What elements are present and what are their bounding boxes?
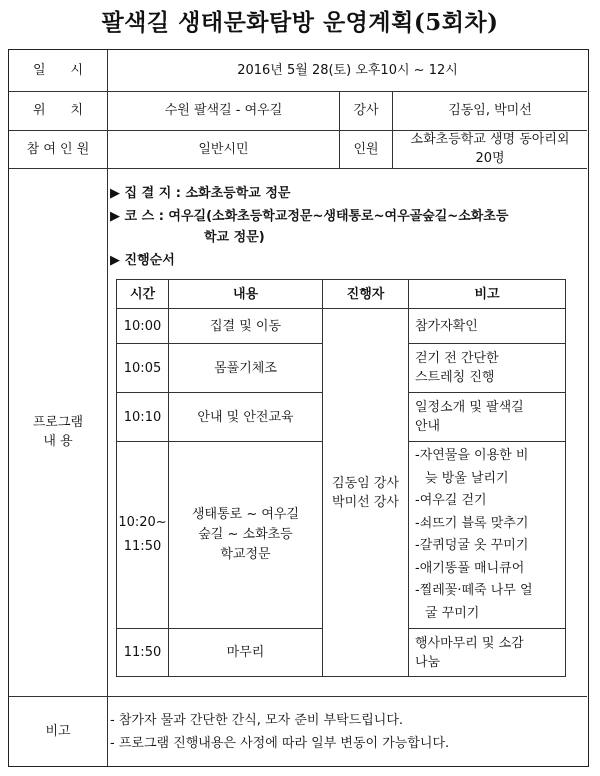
- note-line: 걷기 전 간단한: [415, 351, 499, 366]
- note-line: 나눔: [415, 654, 441, 670]
- note-line: 안내: [415, 419, 441, 434]
- course: ▶ 코 스 : 여우길(소화초등학교정문~생태통로~여우골숲길~소화초등: [110, 209, 509, 224]
- date-label: [9, 50, 107, 91]
- time-cell: 10:05: [123, 360, 162, 376]
- note-cell: [415, 629, 563, 676]
- time-cell: [117, 442, 168, 628]
- time-line: 10:20~: [118, 515, 167, 530]
- note-cell: [415, 393, 563, 441]
- time-cell: 10:00: [123, 318, 162, 334]
- content-line: 학교정문: [220, 547, 271, 562]
- order-heading: ▶ 진행순서: [110, 253, 175, 268]
- participant-value: 일반시민: [198, 141, 249, 157]
- date-label-char: 일: [33, 63, 46, 78]
- note-line: -찔레꽃·떼죽 나무 얼: [415, 583, 533, 598]
- note-cell: 참가자확인: [415, 318, 478, 334]
- place-value: 수원 팔색길 - 여우길: [164, 103, 283, 118]
- count-value-line: 소화초등학교 생명 동아리외: [410, 132, 570, 147]
- remarks-line: - 참가자 물과 간단한 간식, 모자 준비 부탁드립니다.: [110, 713, 404, 728]
- note-line: 일정소개 및 팔색길: [415, 400, 524, 415]
- lecturer-value: 김동임, 박미선: [448, 103, 532, 118]
- content-cell: [169, 442, 322, 628]
- content-cell: 몸풀기체조: [214, 360, 277, 376]
- note-line: 행사마무리 및 소감: [415, 635, 524, 651]
- time-cell: 10:10: [123, 409, 162, 425]
- date-label-char: 시: [70, 63, 83, 78]
- count-label: 인원: [353, 141, 379, 157]
- column-divider: [408, 280, 409, 676]
- remarks-label: 비고: [45, 723, 71, 739]
- count-value-line: 20명: [475, 151, 505, 166]
- remarks-line: - 프로그램 진행내용은 사정에 따라 일부 변동이 가능합니다.: [110, 736, 450, 751]
- page-title: 팔색길 생태문화탐방 운영계획(5회차): [101, 9, 499, 36]
- content-cell: 마무리: [226, 645, 265, 660]
- count-value: [393, 130, 587, 168]
- note-line: -애기똥풀 매니큐어: [415, 560, 525, 576]
- participant-label: 참 여 인 원: [26, 141, 90, 157]
- note-line: -자연물을 이용한 비: [415, 448, 529, 463]
- content-cell: 집결 및 이동: [209, 318, 282, 334]
- lecturer-label: 강사: [353, 103, 379, 118]
- place-label: [9, 91, 107, 130]
- note-line: 스트레칭 진행: [415, 370, 495, 385]
- time-line: 11:50: [123, 539, 162, 554]
- course-continued: 학교 정문): [204, 230, 265, 245]
- header-leader: 진행자: [346, 286, 385, 302]
- content-cell: 안내 및 안전교육: [197, 409, 294, 425]
- schedule-table: [116, 279, 566, 677]
- note-line: -갈퀴덩굴 옷 꾸미기: [415, 538, 529, 553]
- note-line: -여우길 걷기: [415, 493, 487, 508]
- header-content: 내용: [232, 286, 259, 302]
- place-label-char: 위: [33, 103, 46, 118]
- place-label-char: 치: [70, 103, 83, 118]
- leader-name: 박미선 강사: [332, 494, 399, 510]
- header-note: 비고: [474, 286, 500, 302]
- date-value: 2016년 5월 28(토) 오후10시 ~ 12시: [237, 63, 458, 78]
- time-cell: 11:50: [123, 645, 162, 660]
- content-line: 생태통로 ~ 여우길: [191, 507, 300, 522]
- leader-name: 김동임 강사: [332, 475, 399, 491]
- note-line: 늦 방울 날리기: [425, 470, 509, 486]
- content-line: 숲길 ~ 소화초등: [198, 527, 293, 542]
- leader-cell: [323, 309, 408, 676]
- program-label-line: 내 용: [43, 434, 73, 449]
- header-time: 시간: [129, 286, 156, 302]
- meeting-point: ▶ 집 결 지 : 소화초등학교 정문: [110, 186, 291, 201]
- program-label-line: 프로그램: [32, 415, 84, 430]
- note-cell: [415, 344, 563, 392]
- program-label: [9, 168, 107, 696]
- note-line: -쇠뜨기 블록 맞추기: [415, 515, 529, 531]
- note-cell: [415, 442, 563, 628]
- note-line: 굴 꾸미기: [425, 605, 480, 621]
